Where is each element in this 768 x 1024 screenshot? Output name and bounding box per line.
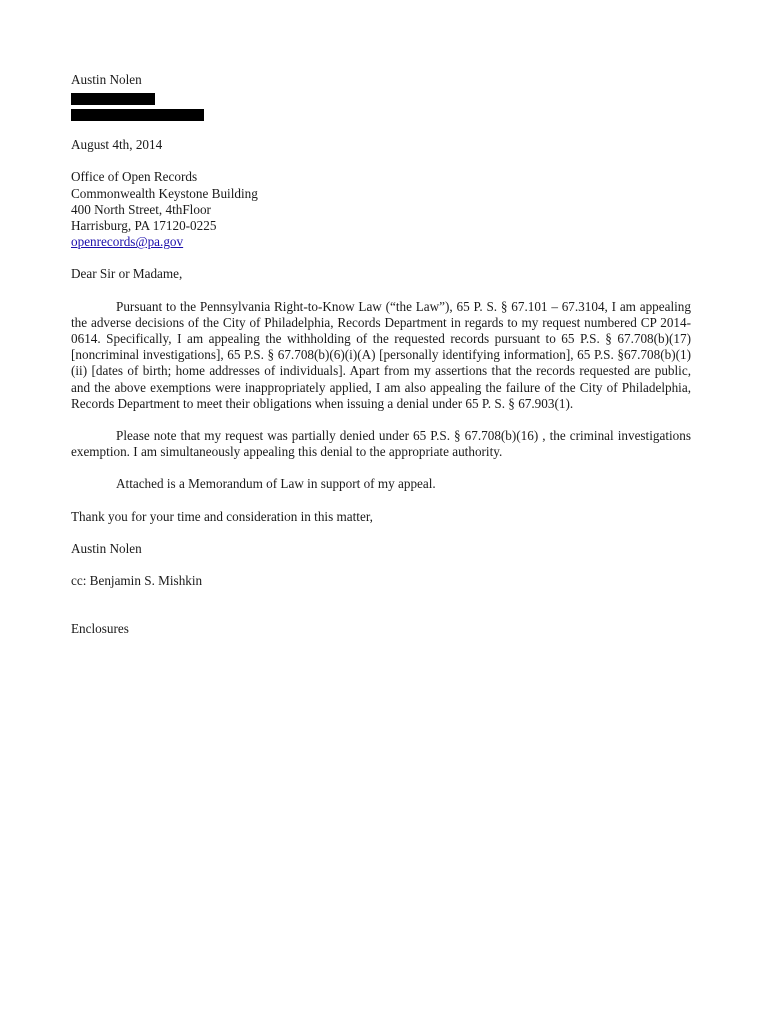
redacted-address-line-1 bbox=[71, 93, 155, 105]
signature-name: Austin Nolen bbox=[71, 540, 142, 556]
letter-date: August 4th, 2014 bbox=[71, 137, 163, 153]
body-paragraph-2: Please note that my request was partially denied under 65 P.S. § 67.708(b)(16) , the criminal investigations exemption. I am simultaneously appealing this denial to the appropriate authority. bbox=[71, 428, 691, 460]
sender-name: Austin Nolen bbox=[71, 72, 142, 87]
body-paragraph-3: Attached is a Memorandum of Law in support of my appeal. bbox=[116, 476, 436, 492]
recipient-line-4: Harrisburg, PA 17120-0225 bbox=[71, 218, 217, 234]
body-paragraph-1: Pursuant to the Pennsylvania Right-to-Know Law (“the Law”), 65 P. S. § 67.101 – 67.3104, I am appealing the adverse decisions of the City of Philadelphia, Records Department in regards to my request numbered CP 2014-0614. Specifically, I am appealing the withholding of the requested records pursuant to 65 P.S. § 67.708(b)(17) [noncriminal investigations], 65 P.S. § 67.708(b)(6)(i)(A) [personally identifying information], 65 P.S. §67.708(b)(1)(ii) [dates of birth; home addresses of individuals]. Apart from my assertions that the records requested are public, and the above exemptions were inappropriately applied, I am also appealing the failure of the City of Philadelphia, Records Department to meet their obligations when issuing a denial under 65 P. S. § 67.903(1). bbox=[71, 298, 691, 411]
cc-line: cc: Benjamin S. Mishkin bbox=[71, 573, 203, 589]
recipient-line-1: Office of Open Records bbox=[71, 169, 198, 185]
recipient-address bbox=[71, 169, 697, 250]
closing: Thank you for your time and consideration in this matter, bbox=[71, 508, 373, 524]
redacted-address-line-2 bbox=[71, 109, 204, 121]
salutation: Dear Sir or Madame, bbox=[71, 266, 183, 282]
letter bbox=[71, 72, 697, 637]
recipient-line-2: Commonwealth Keystone Building bbox=[71, 185, 258, 201]
enclosures-line: Enclosures bbox=[71, 621, 129, 637]
recipient-email-link[interactable]: openrecords@pa.gov bbox=[71, 234, 184, 250]
recipient-line-3: 400 North Street, 4thFloor bbox=[71, 201, 211, 217]
